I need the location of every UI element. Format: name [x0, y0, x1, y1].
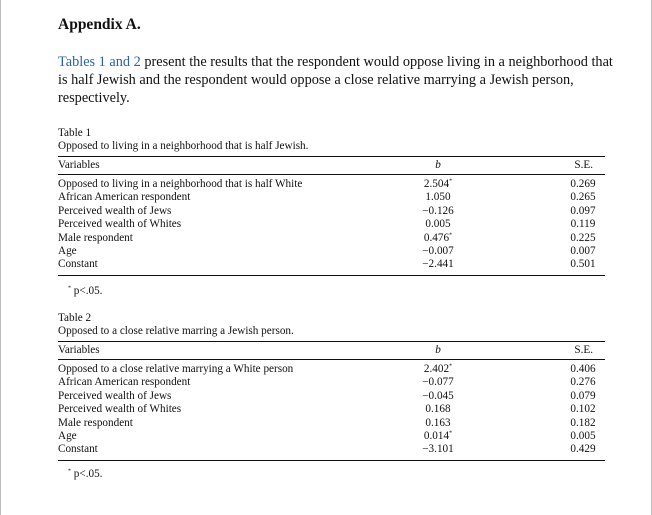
tables-link[interactable]: Tables 1 and 2 — [58, 54, 141, 70]
cell-se: 0.102 — [570, 403, 596, 416]
cell-variable: African American respondent — [58, 376, 191, 389]
cell-variable: Perceived wealth of Jews — [58, 389, 172, 402]
table-bottom-rule — [58, 275, 605, 276]
header-b: b — [435, 344, 441, 356]
header-se: S.E. — [574, 159, 593, 171]
significance-marker: * — [449, 363, 453, 370]
table-row — [58, 205, 605, 218]
table-bottom-rule — [58, 460, 605, 461]
table-row — [58, 403, 605, 416]
cell-se: 0.501 — [570, 258, 596, 271]
cell-se: 0.225 — [570, 231, 596, 244]
cell-b: 0.163 — [425, 416, 451, 429]
cell-variable: Age — [58, 244, 77, 257]
header-variables: Variables — [58, 344, 100, 356]
cell-b: 1.050 — [425, 191, 451, 204]
table-row — [58, 178, 605, 191]
table-header-rule — [58, 174, 605, 175]
footnote-marker: * — [68, 285, 71, 292]
table-row — [58, 417, 605, 430]
table-row — [58, 218, 605, 231]
cell-variable: African American respondent — [58, 191, 191, 204]
table-row — [58, 245, 605, 258]
footnote-text: p<.05. — [73, 285, 103, 297]
significance-marker: * — [449, 231, 453, 238]
cell-variable: Opposed to a close relative marrying a White person — [58, 363, 294, 375]
cell-b: −0.077 — [422, 376, 454, 389]
table-caption: Opposed to living in a neighborhood that is half Jewish. — [58, 140, 309, 152]
cell-variable: Perceived wealth of Jews — [58, 204, 172, 217]
cell-se: 0.429 — [570, 443, 596, 456]
cell-variable: Age — [58, 429, 77, 442]
table-label: Table 2 — [58, 312, 92, 324]
intro-paragraph — [58, 53, 618, 107]
cell-b: 2.402* — [423, 363, 453, 375]
table-body — [58, 363, 605, 457]
header-b: b — [435, 159, 441, 171]
table-1-footnote — [68, 285, 102, 297]
cell-b: −0.007 — [422, 244, 454, 257]
cell-variable: Constant — [58, 443, 98, 456]
table-row — [58, 232, 605, 245]
table-row — [58, 390, 605, 403]
table-row — [58, 191, 605, 204]
cell-b: −2.441 — [422, 258, 454, 271]
cell-b: 0.476* — [423, 231, 453, 244]
table-2 — [58, 312, 605, 461]
cell-se: 0.007 — [570, 244, 596, 257]
table-header — [58, 157, 605, 174]
cell-b: −0.045 — [422, 389, 454, 402]
cell-b: −0.126 — [422, 204, 454, 217]
cell-se: 0.005 — [570, 429, 596, 442]
significance-marker: * — [449, 430, 453, 437]
table-row — [58, 430, 605, 443]
cell-variable: Perceived wealth of Whites — [58, 218, 182, 231]
table-header-rule — [58, 359, 605, 360]
cell-se: 0.276 — [570, 376, 596, 389]
cell-variable: Male respondent — [58, 231, 133, 244]
intro-text: present the results that the respondent would oppose living in a neighborhood that is half Jewish and the respondent would oppose a close relative marrying a Jewish person, respectively. — [58, 54, 613, 106]
cell-se: 0.406 — [570, 363, 596, 375]
table-1 — [58, 127, 605, 276]
cell-se: 0.119 — [570, 218, 596, 231]
cell-b: 0.005 — [425, 218, 451, 231]
table-row — [58, 376, 605, 389]
cell-variable: Constant — [58, 258, 98, 271]
table-label: Table 1 — [58, 127, 92, 139]
cell-variable: Male respondent — [58, 416, 133, 429]
table-row — [58, 443, 605, 456]
cell-se: 0.269 — [570, 178, 596, 190]
table-2-footnote — [68, 468, 102, 480]
header-variables: Variables — [58, 159, 100, 171]
cell-se: 0.097 — [570, 204, 596, 217]
footnote-text: p<.05. — [73, 468, 103, 480]
cell-b: −3.101 — [422, 443, 454, 456]
table-header — [58, 342, 605, 359]
header-se: S.E. — [574, 344, 593, 356]
cell-b: 2.504* — [423, 178, 453, 190]
footnote-marker: * — [68, 468, 71, 475]
table-body — [58, 178, 605, 272]
table-caption: Opposed to a close relative marring a Jewish person. — [58, 325, 294, 337]
table-row — [58, 258, 605, 271]
cell-variable: Perceived wealth of Whites — [58, 403, 182, 416]
appendix-heading: Appendix A. — [58, 16, 141, 33]
significance-marker: * — [449, 178, 453, 185]
cell-se: 0.182 — [570, 416, 596, 429]
cell-b: 0.014* — [423, 429, 453, 442]
cell-se: 0.079 — [570, 389, 596, 402]
cell-se: 0.265 — [570, 191, 596, 204]
cell-variable: Opposed to living in a neighborhood that is half White — [58, 178, 303, 190]
table-row — [58, 363, 605, 376]
cell-b: 0.168 — [425, 403, 451, 416]
